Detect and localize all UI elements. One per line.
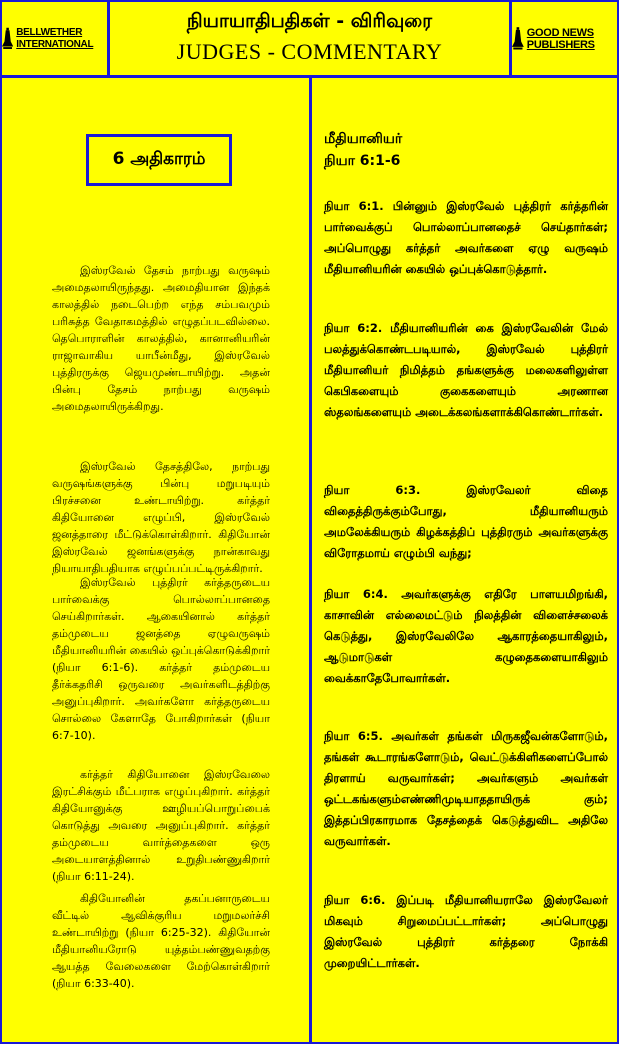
title-english: JUDGES - COMMENTARY [176, 39, 443, 64]
verse-6-6: நியா 6:6. இப்படி மீதியானியராலே இஸ்ரவேலர் மிகவும் சிறுமைப்பட்டார்கள்; அப்பொழுது இஸ்ரவேல் புத்திரர் கர்த்தரை நோக்கி முறையிட்டார்கள். [324, 893, 608, 970]
left-paragraph-1: இஸ்ரவேல் தேசம் நாற்பது வருஷம் அமைதலாயிருந்தது. அமைதியான இந்தக் காலத்தில் நடைபெற்ற எந்த சம்பவமும் பரிசுத்த வேதாகமத்தில் எழுதப்படவில்லை. தெபொராளின் காலத்தில், கானானியரின் ராஜாவாகிய யாபீன்மீது, இஸ்ரவேல் புத்திரருக்கு ஜெயமுண்டாயிற்று. அதன் பின்பு தேசம் நாற்பது வருஷம் அமைதலாயிருக்கிறது. [52, 264, 270, 413]
right-logo-text: GOOD NEWS PUBLISHERS [526, 26, 595, 51]
publisher-logo-left [2, 2, 110, 75]
title-block [110, 2, 509, 75]
publisher-logo-right [509, 2, 617, 75]
chapter-label: 6 அதிகாரம் [86, 134, 232, 186]
verse-6-1: நியா 6:1. பின்னும் இஸ்ரவேல் புத்திரர் கர்த்தரின் பார்வைக்குப் பொல்லாப்பானதைச் செய்தார்கள்; அப்பொழுது கர்த்தர் அவர்களை ஏழு வருஷம் மீதியானியரின் கையில் ஒப்புக்கொடுத்தார். [324, 199, 608, 276]
good-news-icon [512, 21, 524, 57]
verse-6-3: நியா 6:3. இஸ்ரவேலர் விதை விதைத்திருக்கும்போது, மீதியானியரும் அமலேக்கியரும் கிழக்கத்திப் புத்திரரும் அவர்களுக்கு விரோதமாய் எழும்பி வந்து; [324, 483, 608, 560]
left-paragraph-3: இஸ்ரவேல் புத்திரர் கர்த்தருடைய பார்வைக்கு பொல்லாப்பானதை செய்கிறார்கள். ஆகையினால் கர்த்தர் தம்முடைய ஜனத்தை ஏழுவருஷம் மீதியானியரின் கையில் ஒப்புக்கொடுக்கிறார் (நியா 6:1-6). கர்த்தர் தம்முடைய தீர்க்கதரிசி ஒருவரை அவர்களிடத்திற்கு அனுப்புகிறார். அவர்களோ கர்த்தருடைய சொல்லை கேளாதே போகிறார்கள் (நியா 6:7-10). [52, 576, 270, 742]
left-logo-text: BELLWETHER INTERNATIONAL [16, 26, 94, 50]
title-tamil: நியாயாதிபதிகள் - விரிவுரை [186, 10, 433, 32]
section-title: மீதியானியர் [324, 131, 403, 147]
bellwether-icon [2, 21, 13, 57]
left-paragraph-2: இஸ்ரவேல் தேசத்திலே, நாற்பது வருஷங்களுக்கு பின்பு மறுபடியும் பிரச்சனை உண்டாயிற்று. கர்த்தர் கிதியோனை எழுப்பி, இஸ்ரவேல் ஜனத்தாரை மீட்டுக்கொள்கிறார். கிதியோன் இஸ்ரவேல் ஜனங்களுக்கு நான்காவது நியாயாதிபதியாக எழுப்பப்பட்டிருக்கிறார். [52, 460, 270, 575]
verse-6-2: நியா 6:2. மீதியானியரின் கை இஸ்ரவேலின் மேல் பலத்துக்கொண்டபடியால், இஸ்ரவேல் புத்திரர் மீதியானியர் நிமித்தம் தங்களுக்கு மலைகளிலுள்ள கெபிகளையும் குகைகளையும் அரணான ஸ்தலங்களையும் அடைக்கலங்களாக்கிகொண்டார்கள். [324, 321, 608, 419]
header [2, 2, 617, 78]
column-divider [309, 78, 312, 1042]
section-heading [324, 128, 402, 172]
left-paragraph-5: கிதியோனின் தகப்பனாருடைய வீட்டில் ஆவிக்குரிய மறுமலர்ச்சி உண்டாயிற்று (நியா 6:25-32). கிதியோன் மீதியானியரோடு யுத்தம்பண்ணுவதற்கு ஆயத்த வேலைகளை மேற்கொள்கிறார் (நியா 6:33-40). [52, 892, 270, 990]
verse-6-4: நியா 6:4. அவர்களுக்கு எதிரே பாளயமிறங்கி, காசாவின் எல்லைமட்டும் நிலத்தின் விளைச்சலைக் கெடுத்து, இஸ்ரவேலிலே ஆகாரத்தையாகிலும், ஆடுமாடுகள் கழுதைகளையாகிலும் வைக்காதேபோவார்கள். [324, 587, 608, 685]
left-paragraph-4: கர்த்தர் கிதியோனை இஸ்ரவேலை இரட்சிக்கும் மீட்பராக எழுப்புகிறார். கர்த்தர் கிதியோனுக்கு ஊழியப்பொறுப்பைக் கொடுத்து அவரை அனுப்புகிறார். கர்த்தர் தம்முடைய வார்த்தைகளை ஒரு அடையாளத்தினால் உறுதிபண்ணுகிறார் (நியா 6:11-24). [52, 768, 270, 883]
verse-6-5: நியா 6:5. அவர்கள் தங்கள் மிருகஜீவன்களோடும், தங்கள் கூடாரங்களோடும், வெட்டுக்கிளிகளைப்போல் திரளாய் வருவார்கள்; அவர்களும் அவர்கள் ஒட்டகங்களும்எண்ணிமுடியாததாயிருக் கும்; இத்தப்பிரகாரமாக தேசத்தைக் கெடுத்துவிட அதிலே வருவார்கள். [324, 729, 608, 848]
section-reference: நியா 6:1-6 [324, 153, 401, 169]
